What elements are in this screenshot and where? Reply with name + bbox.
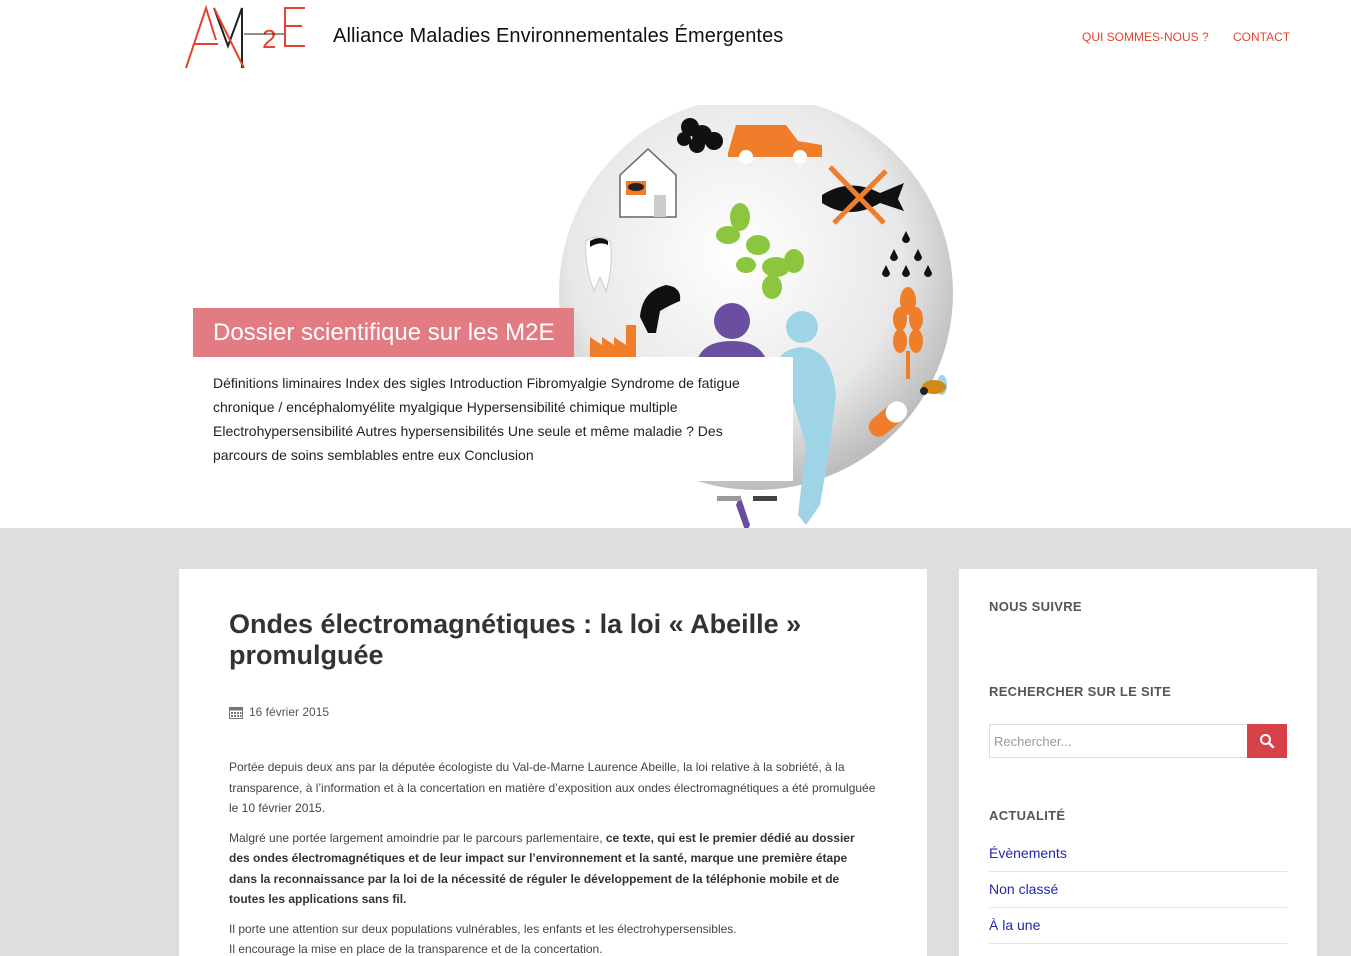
- sidebar: [959, 569, 1317, 956]
- article-date: [229, 705, 877, 719]
- list-item: [989, 908, 1287, 944]
- search-button[interactable]: [1247, 724, 1287, 758]
- hero-caption-title[interactable]: Dossier scientifique sur les M2E: [193, 308, 574, 357]
- slider-pagination: [717, 496, 789, 514]
- article-paragraph-4: Il encourage la mise en place de la transparence et de la concertation.: [229, 942, 603, 956]
- nav-qui-sommes-nous[interactable]: QUI SOMMES-NOUS ?: [1082, 30, 1209, 44]
- category-link-a-la-une[interactable]: À la une: [989, 917, 1041, 933]
- article-card: [179, 569, 927, 956]
- slider-dot-2[interactable]: [753, 496, 777, 501]
- site-title[interactable]: Alliance Maladies Environnementales Émergentes: [333, 25, 784, 47]
- hero-slider: [0, 75, 1351, 528]
- article-body: [229, 757, 877, 956]
- article-paragraph-2: [229, 828, 877, 910]
- widget-title-follow: NOUS SUIVRE: [989, 599, 1082, 614]
- category-list: [989, 845, 1287, 944]
- article-paragraph-2-bold: ce texte, qui est le premier dédié au dossier des ondes électromagnétiques et de leur impact sur l’environnement et la santé, marque une première étape dans la reconnaissance par la loi de la nécessité de réguler le développement de la téléphonie mobile et de toutes les applications sans fil.: [229, 830, 855, 906]
- am2e-logo-graphic: [184, 4, 308, 70]
- svg-text:2: 2: [262, 24, 277, 54]
- list-item: [989, 845, 1287, 872]
- widget-title-search: RECHERCHER SUR LE SITE: [989, 684, 1172, 699]
- slider-dot-1[interactable]: [717, 496, 741, 501]
- search-input[interactable]: [989, 724, 1247, 758]
- article-paragraph-3: Il porte une attention sur deux populations vulnérables, les enfants et les électrohypersensibles.: [229, 921, 737, 936]
- category-link-non-classe[interactable]: Non classé: [989, 881, 1059, 897]
- search-form: [989, 724, 1287, 758]
- site-logo[interactable]: [184, 4, 308, 70]
- widget-title-news: ACTUALITÉ: [989, 808, 1066, 823]
- calendar-icon: [229, 706, 243, 719]
- article-paragraph-1: Portée depuis deux ans par la députée écologiste du Val-de-Marne Laurence Abeille, la loi relative à la sobriété, à la transparence, à l’information et à la concertation en matière d’exposition aux ondes électromagnétiques a été promulguée le 10 février 2015.: [229, 760, 876, 815]
- list-item: [989, 872, 1287, 908]
- site-header: [0, 0, 1351, 75]
- article-date-text: 16 février 2015: [249, 705, 330, 719]
- nav-contact[interactable]: CONTACT: [1233, 30, 1291, 44]
- hero-caption-body: Définitions liminaires Index des sigles Introduction Fibromyalgie Syndrome de fatigue chronique / encéphalomyélite myalgique Hypersensibilité chimique multiple Electrohypersensibilité Autres hypersensibilités Une seule et même maladie ? Des parcours de soins semblables entre eux Conclusion: [193, 357, 793, 481]
- article-title[interactable]: Ondes électromagnétiques : la loi « Abeille » promulguée: [229, 609, 802, 670]
- search-icon: [1259, 733, 1275, 749]
- article-paragraph-2-lead: Malgré une portée largement amoindrie par le parcours parlementaire,: [229, 830, 606, 845]
- category-link-evenements[interactable]: Évènements: [989, 845, 1067, 861]
